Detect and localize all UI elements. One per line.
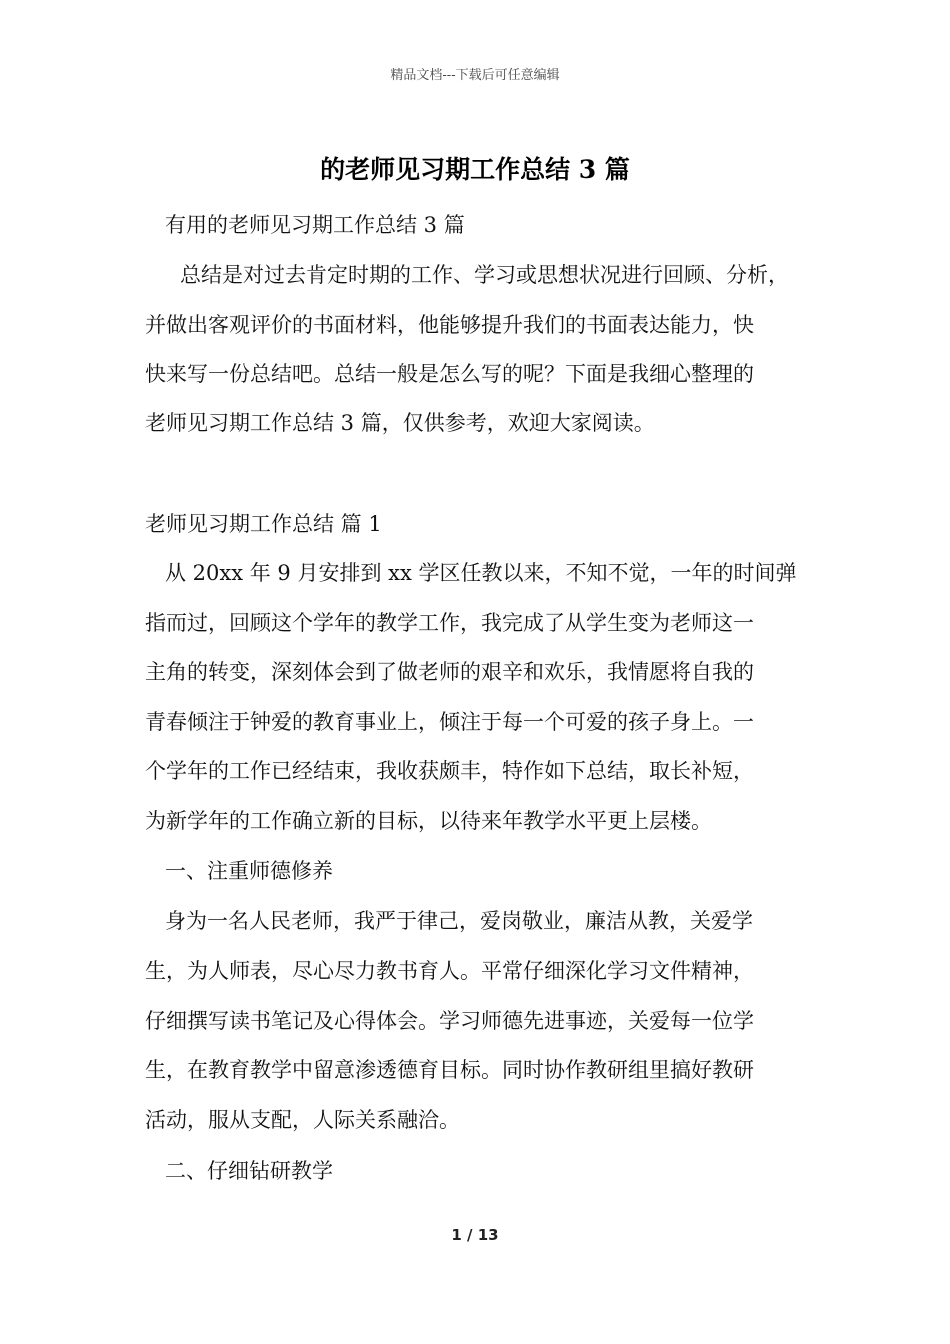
subsection-heading: 一、注重师德修养 bbox=[165, 859, 333, 883]
paragraph-line: 个学年的工作已经结束，我收获颇丰，特作如下总结，取长补短， bbox=[145, 759, 754, 783]
section-heading: 老师见习期工作总结 篇 1 bbox=[145, 512, 382, 536]
paragraph-line: 指而过，回顾这个学年的教学工作，我完成了从学生变为老师这一 bbox=[145, 611, 754, 635]
paragraph-line: 主角的转变，深刻体会到了做老师的艰辛和欢乐，我情愿将自我的 bbox=[145, 660, 754, 684]
paragraph-line: 从 20xx 年 9 月安排到 xx 学区任教以来，不知不觉，一年的时间弹 bbox=[165, 561, 797, 585]
paragraph-line: 仔细撰写读书笔记及心得体会。学习师德先进事迹，关爱每一位学 bbox=[145, 1009, 754, 1033]
paragraph-line: 并做出客观评价的书面材料，他能够提升我们的书面表达能力，快 bbox=[145, 313, 754, 337]
document-title: 的老师见习期工作总结 3 篇 bbox=[320, 155, 630, 184]
paragraph-line: 生，为人师表，尽心尽力教书育人。平常仔细深化学习文件精神， bbox=[145, 959, 754, 983]
paragraph-line: 老师见习期工作总结 3 篇，仅供参考，欢迎大家阅读。 bbox=[145, 411, 655, 435]
paragraph-line: 为新学年的工作确立新的目标，以待来年教学水平更上层楼。 bbox=[145, 809, 712, 833]
paragraph-line: 身为一名人民老师，我严于律己，爱岗敬业，廉洁从教，关爱学 bbox=[165, 909, 753, 933]
paragraph-line: 总结是对过去肯定时期的工作、学习或思想状况进行回顾、分析， bbox=[180, 263, 789, 287]
paragraph-line: 活动，服从支配，人际关系融洽。 bbox=[145, 1108, 460, 1132]
paragraph-line: 青春倾注于钟爱的教育事业上，倾注于每一个可爱的孩子身上。一 bbox=[145, 710, 754, 734]
paragraph-line: 快来写一份总结吧。总结一般是怎么写的呢？下面是我细心整理的 bbox=[145, 362, 754, 386]
page-number: 1 / 13 bbox=[451, 1226, 499, 1244]
paragraph-line: 生，在教育教学中留意渗透德育目标。同时协作教研组里搞好教研 bbox=[145, 1058, 754, 1082]
page-header: 精品文档---下载后可任意编辑 bbox=[390, 68, 560, 83]
subtitle-line: 有用的老师见习期工作总结 3 篇 bbox=[165, 213, 465, 237]
subsection-heading: 二、仔细钻研教学 bbox=[165, 1159, 333, 1183]
